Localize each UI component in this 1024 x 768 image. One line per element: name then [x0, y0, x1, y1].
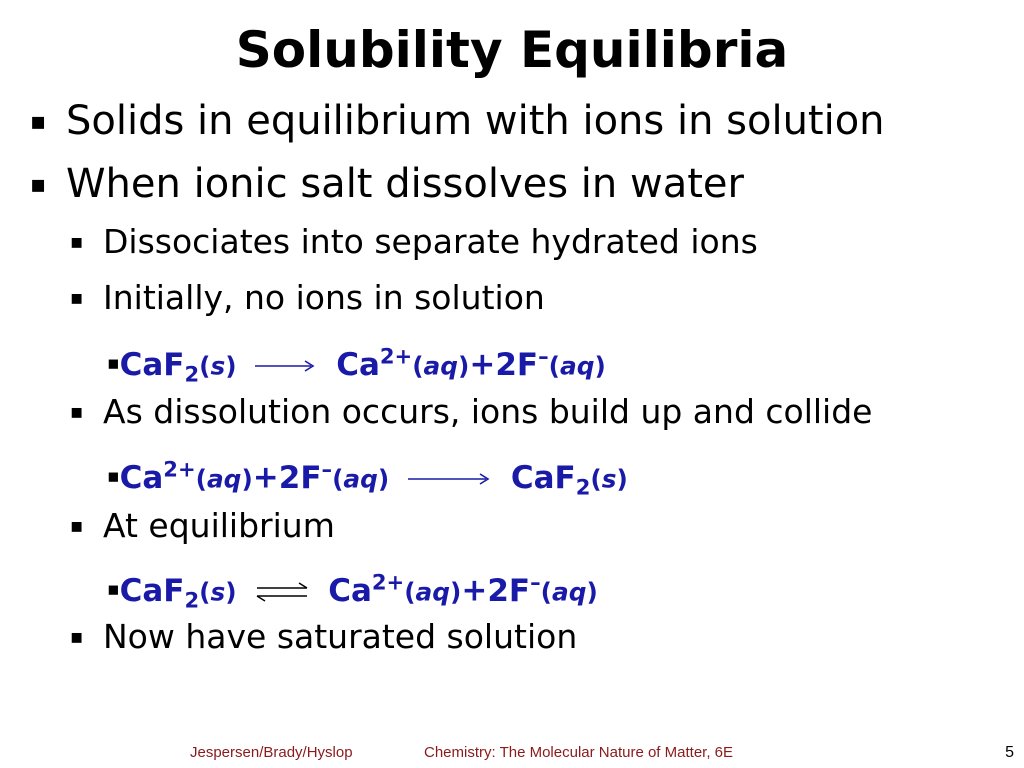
bullet-icon: ▪: [30, 106, 47, 135]
bullet-icon: ▪: [70, 285, 84, 309]
bullet-icon: ▪: [70, 513, 84, 537]
bullet-icon: ▪: [70, 624, 84, 648]
equilibrium-arrow-icon: [255, 581, 309, 603]
formula-caf2: CaF$_2$: [510, 459, 591, 499]
bullet-text: When ionic salt dissolves in water: [66, 161, 744, 207]
formula-ca-ion: $Ca^{2+}$: [119, 456, 196, 496]
sub-bullet-item: [70, 506, 335, 548]
sub-bullet-item: [70, 617, 577, 659]
equation-equilibrium: ▪CaF$_2$(s) $Ca^{2+}(aq)+2F^-(aq)$: [107, 569, 598, 612]
bullet-icon: ▪: [107, 466, 120, 488]
page-number: 5: [1005, 744, 1014, 761]
formula-ca-ion: $Ca^{2+}$: [328, 569, 405, 609]
formula-caf2: CaF$_2$: [119, 572, 200, 612]
forward-arrow-icon: [408, 471, 492, 487]
slide-title: Solubility Equilibria: [235, 21, 789, 79]
bullet-text: As dissolution occurs, ions build up and collide: [103, 392, 873, 431]
footer-authors: Jespersen/Brady/Hyslop: [190, 744, 353, 761]
bullet-text: Solids in equilibrium with ions in solution: [66, 98, 885, 144]
bullet-text: Initially, no ions in solution: [103, 278, 545, 317]
footer-book-title: Chemistry: The Molecular Nature of Matter, 6E: [424, 744, 734, 761]
bullet-item: [30, 97, 885, 147]
formula-f-ion: 2F–: [495, 343, 549, 383]
equation-precipitation: $▪Ca^{2+}(aq)+2F^-(aq)$ CaF$_2$(s): [107, 456, 628, 499]
bullet-text: At equilibrium: [103, 506, 335, 545]
formula-ca-ion: $Ca^{2+}$: [336, 343, 413, 383]
sub-bullet-item: [70, 278, 545, 320]
formula-f-ion: 2F–: [487, 569, 541, 609]
forward-arrow-icon: [255, 358, 317, 374]
bullet-icon: ▪: [107, 579, 120, 601]
sub-bullet-item: [70, 392, 872, 434]
bullet-icon: ▪: [30, 169, 47, 198]
sub-bullet-item: [70, 222, 758, 264]
bullet-item: [30, 160, 744, 210]
formula-f-ion: 2F–: [278, 456, 333, 496]
bullet-text: Dissociates into separate hydrated ions: [103, 222, 758, 261]
bullet-text: Now have saturated solution: [103, 617, 578, 656]
bullet-icon: ▪: [70, 399, 84, 423]
bullet-icon: ▪: [107, 353, 120, 375]
equation-dissolution: ▪CaF$_2$(s) $Ca^{2+}(aq)+2F^-(aq)$: [107, 343, 606, 386]
formula-caf2: CaF$_2$: [119, 346, 200, 386]
bullet-icon: ▪: [70, 229, 84, 253]
